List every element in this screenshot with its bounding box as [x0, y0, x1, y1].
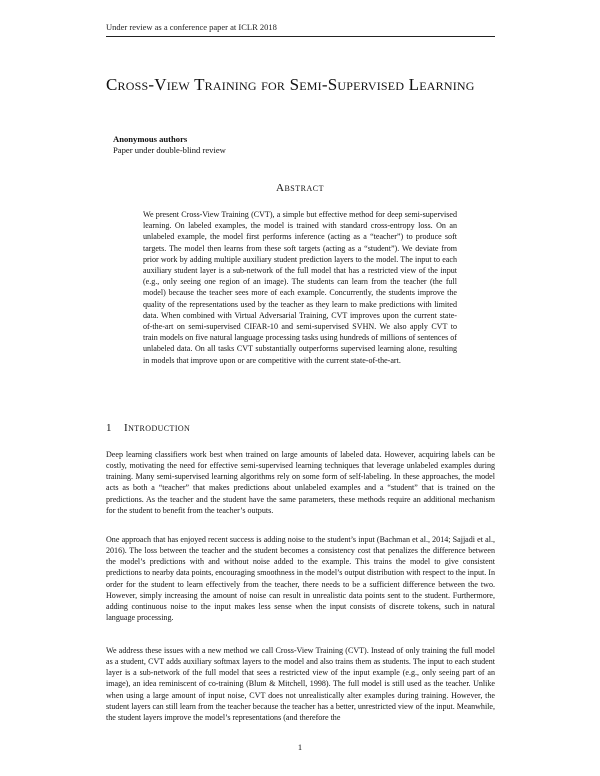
body-paragraph: We address these issues with a new method we call Cross-View Training (CVT). Instead of only training the full model as a student, CVT adds auxiliary softmax layers to the model and also trains them as students. The input to each student layer is a sub-network of the full model that sees a restricted view of the input example (e.g., only seeing part of an image), an idea reminiscent of co-training (Blum & Mitchell, 1998). The full model is still used as the teacher. Unlike when using a large amount of input noise, CVT does not unrealistically alter examples during training. However, the student layers can still learn from the teacher because the teacher has a better, unrestricted view of the input. Meanwhile, the student layers improve the model’s representations (and therefore the [106, 646, 495, 722]
abstract-heading: Abstract [276, 182, 324, 194]
body-paragraph: One approach that has enjoyed recent success is adding noise to the student’s input (Bachman et al., 2014; Sajjadi et al., 2016). The loss between the teacher and the student becomes a consistency cost that penalizes the difference between the model’s predictions with and without noise added to the example. This trains the model to give consistent predictions to nearby data points, encouraging smoothness in the model’s output distribution with respect to the input. In order for the student to learn effectively from the teacher, there needs to be a sufficient difference between the two. However, simply increasing the amount of noise can result in unrealistic data points sent to the student. Furthermore, adding continuous noise to the input makes less sense when the input consists of discrete tokens, such in natural language processing. [106, 535, 495, 623]
section-number: 1 [106, 422, 112, 434]
authors: Anonymous authors [113, 134, 188, 144]
abstract-text: We present Cross-View Training (CVT), a simple but effective method for deep semi-supervised learning. On labeled examples, the model is trained with standard cross-entropy loss. On an unlabeled example, the model first performs inference (acting as a “teacher”) to produce soft targets. The model then learns from these soft targets (acting as a “student”). We deviate from prior work by adding multiple auxiliary student prediction layers to the model. The input to each auxiliary student layer is a sub-network of the full model that has a restricted view of the input (e.g., only seeing one region of an image). The students can learn from the teacher (the full model) because the teacher sees more of each example. Concurrently, the students improve the quality of the representations used by the teacher as they learn to make predictions with limited data. When combined with Virtual Adversarial Training, CVT improves upon the current state-of-the-art on semi-supervised CIFAR-10 and semi-supervised SVHN. We also apply CVT to train models on five natural language processing tasks using hundreds of millions of sentences of unlabeled data. On all tasks CVT substantially outperforms supervised learning alone, resulting in models that improve upon or are competitive with the current state-of-the-art. [143, 210, 457, 365]
running-header: Under review as a conference paper at ICLR 2018 [106, 22, 277, 32]
page-number: 1 [297, 742, 303, 752]
section-heading [106, 422, 190, 434]
header-rule [106, 36, 495, 37]
paper-title: Cross-View Training for Semi-Supervised Learning [106, 75, 475, 94]
section-title: Introduction [124, 422, 191, 434]
affiliation: Paper under double-blind review [113, 145, 226, 155]
body-paragraph: Deep learning classifiers work best when trained on large amounts of labeled data. However, acquiring labels can be costly, motivating the need for effective semi-supervised learning techniques that leverage unlabeled examples during training. Many semi-supervised learning algorithms rely on some form of self-labeling. In these approaches, the model acts as both a “teacher” that makes predictions about unlabeled examples and a “student” that is trained on the predictions. As the teacher and the student have the same parameters, these methods require an additional mechanism for the student to benefit from the teacher’s outputs. [106, 450, 495, 515]
